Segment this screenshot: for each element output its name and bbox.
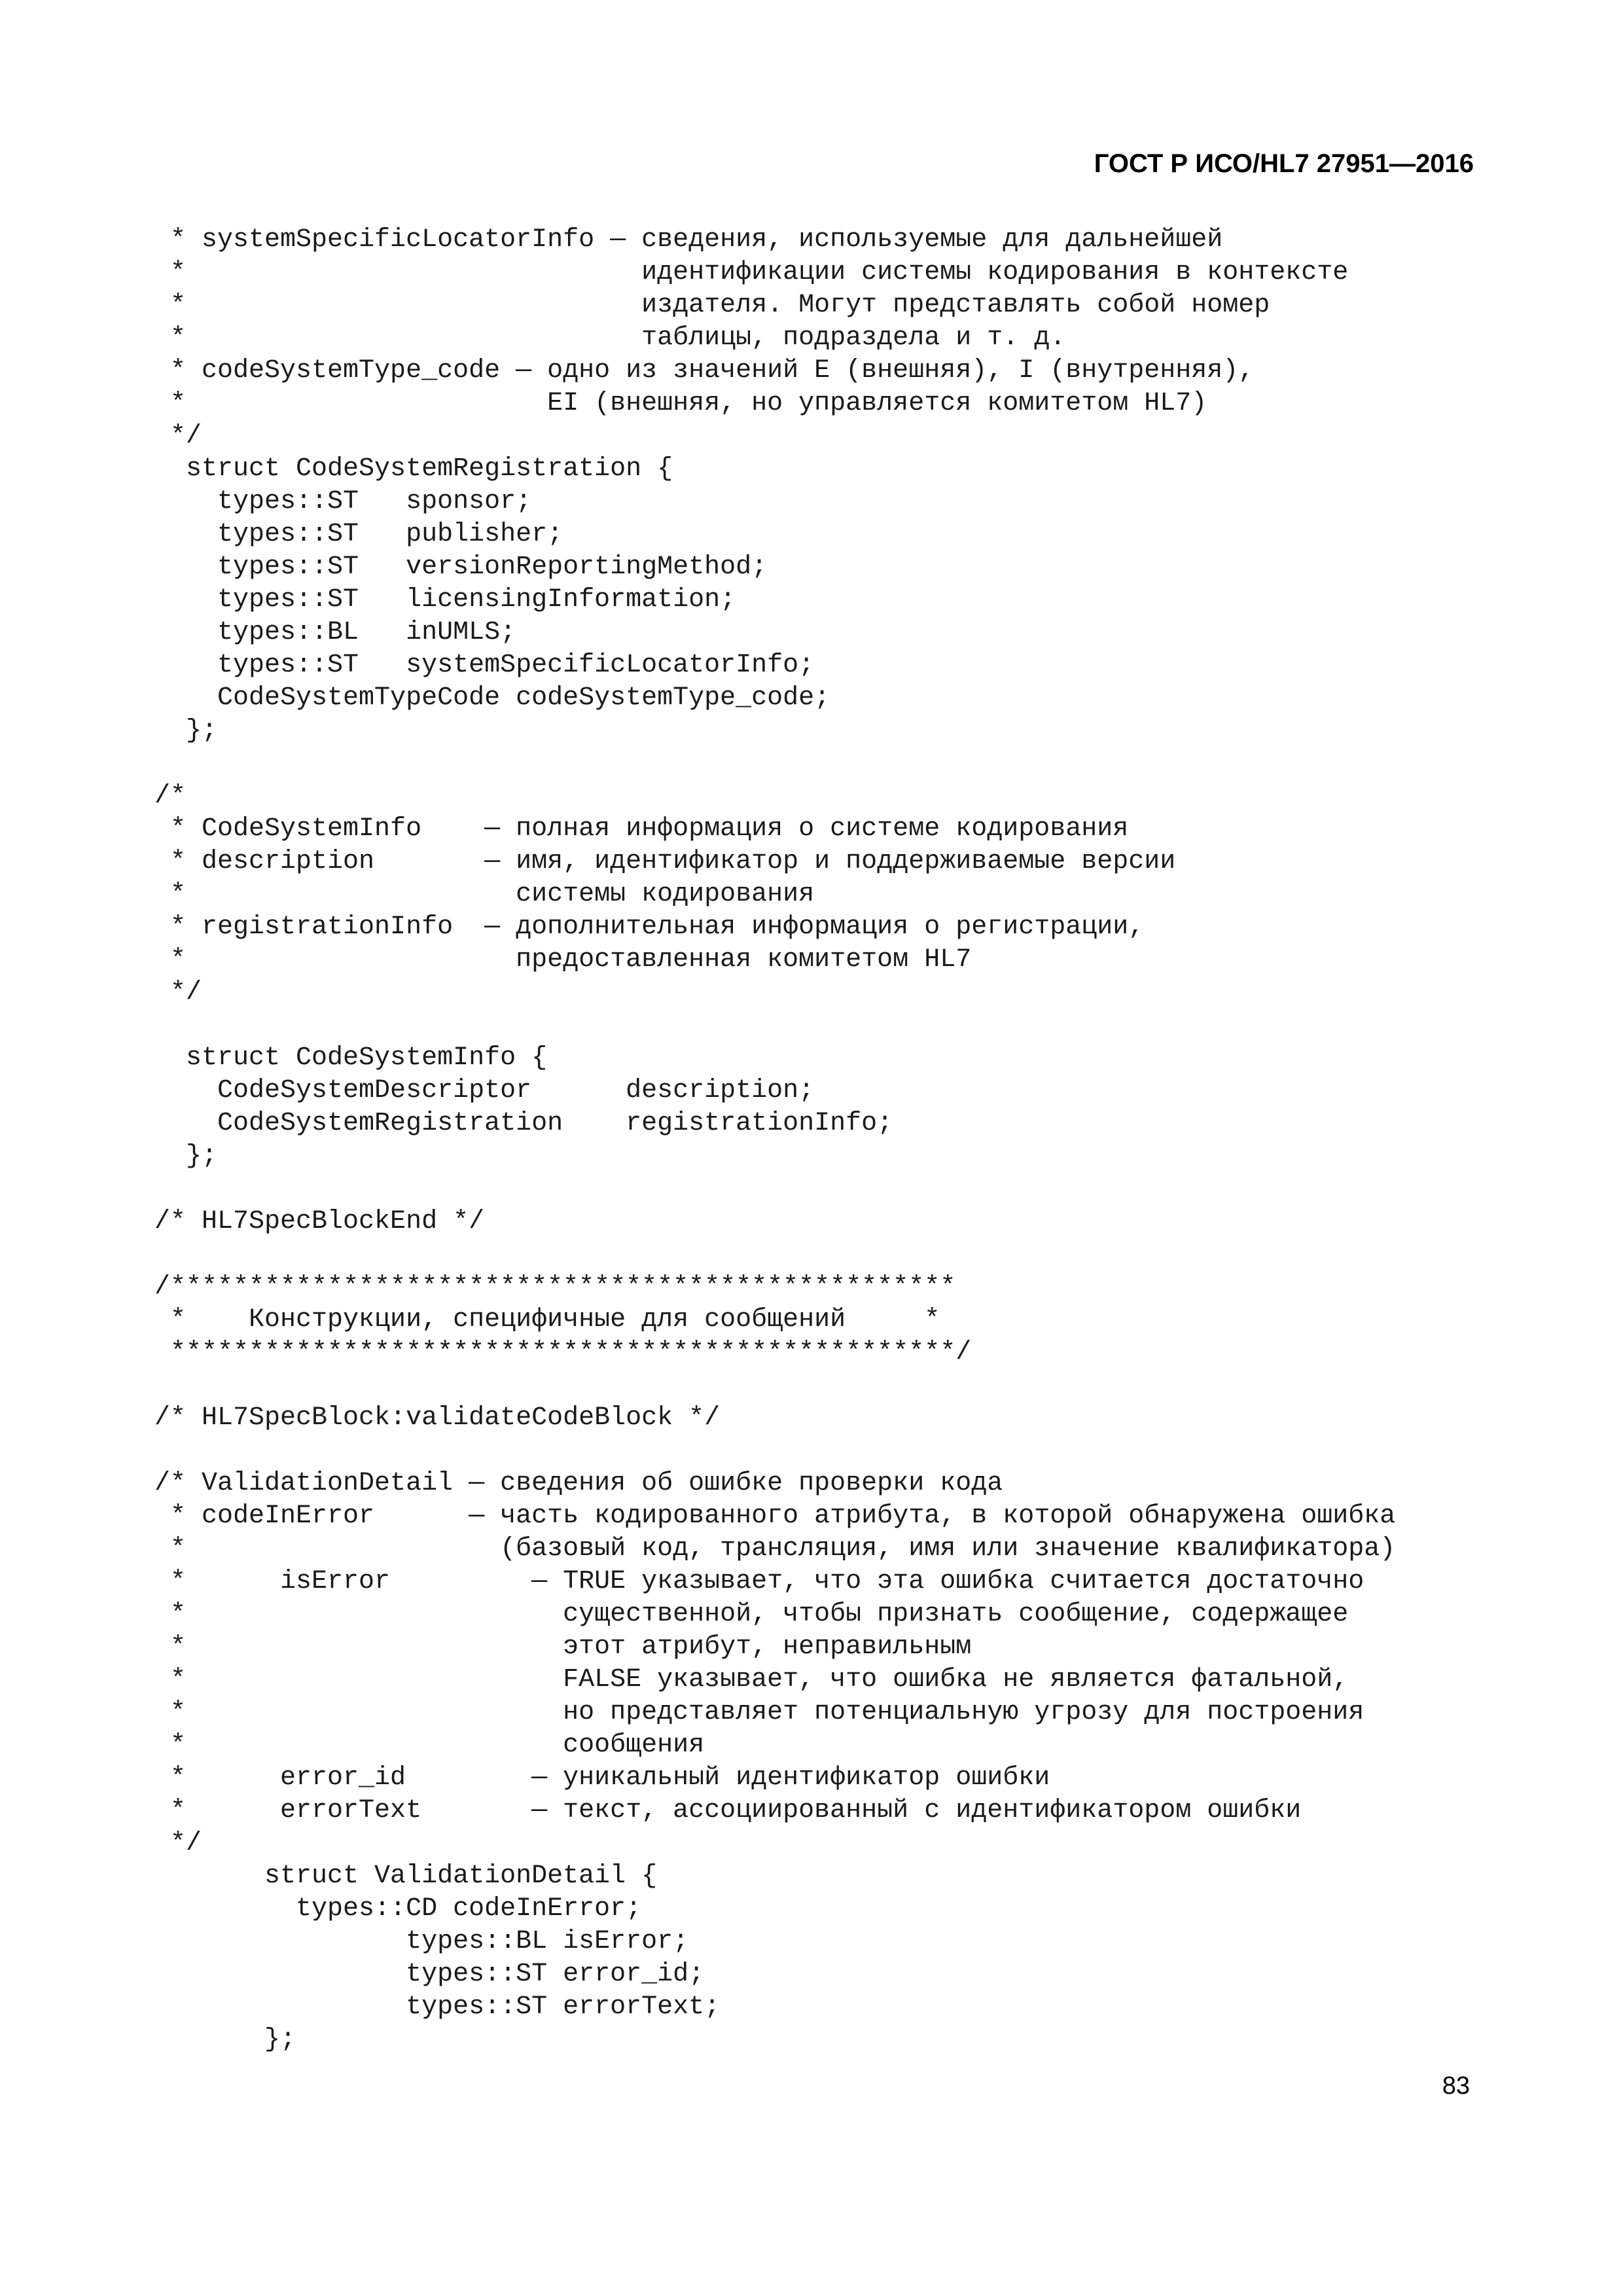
code-line: * systemSpecificLocatorInfo — сведения, используемые для дальнейшей xyxy=(154,225,1223,255)
code-line: * системы кодирования xyxy=(154,880,815,909)
code-line: }; xyxy=(154,716,218,745)
code-line: * errorText — текст, ассоциированный с идентификатором ошибки xyxy=(154,1796,1302,1825)
code-line: * (базовый код, трансляция, имя или значение квалификатора) xyxy=(154,1534,1396,1564)
code-line: * registrationInfo — дополнительная информация о регистрации, xyxy=(154,912,1145,942)
code-line: */ xyxy=(154,1829,202,1858)
code-line: /* xyxy=(154,781,187,811)
code-line: * издателя. Могут представлять собой номер xyxy=(154,291,1270,320)
code-line: * существенной, чтобы признать сообщение, содержащее xyxy=(154,1600,1349,1629)
code-line: types::BL isError; xyxy=(154,1927,689,1956)
code-line: * идентификации системы кодирования в контексте xyxy=(154,258,1349,287)
code-line: types::BL inUMLS; xyxy=(154,618,516,647)
code-line: * но представляет потенциальную угрозу для построения xyxy=(154,1698,1364,1727)
code-line: types::ST errorText; xyxy=(154,1992,721,2022)
code-line: * предоставленная комитетом HL7 xyxy=(154,945,972,975)
code-line: types::ST versionReportingMethod; xyxy=(154,552,768,582)
code-line: * EI (внешняя, но управляется комитетом HL7) xyxy=(154,389,1207,418)
code-line: /* HL7SpecBlock:validateCodeBlock */ xyxy=(154,1403,721,1433)
code-line: * description — имя, идентификатор и поддерживаемые версии xyxy=(154,847,1176,876)
code-line: **************************************************/ xyxy=(154,1338,972,1367)
code-line: struct CodeSystemRegistration { xyxy=(154,454,673,484)
code-line: CodeSystemDescriptor description; xyxy=(154,1076,815,1105)
code-line: /* ValidationDetail — сведения об ошибке проверки кода xyxy=(154,1469,1003,1498)
code-line: types::ST systemSpecificLocatorInfo; xyxy=(154,651,815,680)
page-number: 83 xyxy=(1442,2072,1470,2100)
code-line: * codeSystemType_code — одно из значений E (внешняя), I (внутренняя), xyxy=(154,356,1255,386)
code-line: * сообщения xyxy=(154,1731,705,1760)
code-line: */ xyxy=(154,978,202,1007)
code-line: types::ST licensingInformation; xyxy=(154,585,736,615)
code-line: * этот атрибут, неправильным xyxy=(154,1632,972,1662)
code-line: * таблицы, подраздела и т. д. xyxy=(154,323,1066,353)
code-line: */ xyxy=(154,422,202,451)
code-line: types::ST error_id; xyxy=(154,1960,705,1989)
code-line: types::ST publisher; xyxy=(154,520,563,549)
code-line: CodeSystemTypeCode codeSystemType_code; xyxy=(154,683,830,713)
standard-header: ГОСТ Р ИСО/HL7 27951—2016 xyxy=(1094,149,1474,178)
code-line: * CodeSystemInfo — полная информация о системе кодирования xyxy=(154,814,1129,844)
code-line: * isError — TRUE указывает, что эта ошибка считается достаточно xyxy=(154,1567,1364,1596)
code-line: }; xyxy=(154,1141,218,1171)
code-line: struct CodeSystemInfo { xyxy=(154,1043,548,1073)
code-line: * error_id — уникальный идентификатор ошибки xyxy=(154,1763,1050,1793)
code-line: /* HL7SpecBlockEnd */ xyxy=(154,1207,485,1236)
code-line: }; xyxy=(154,2025,296,2054)
code-line: CodeSystemRegistration registrationInfo; xyxy=(154,1109,893,1138)
code-line: * codeInError — часть кодированного атрибута, в которой обнаружена ошибка xyxy=(154,1501,1396,1531)
code-line: types::CD codeInError; xyxy=(154,1894,642,1924)
code-line: /************************************************** xyxy=(154,1272,956,1302)
code-line: types::ST sponsor; xyxy=(154,487,532,516)
code-line: * Конструкции, специфичные для сообщений * xyxy=(154,1305,940,1335)
code-line: * FALSE указывает, что ошибка не является фатальной, xyxy=(154,1665,1349,1695)
code-line: struct ValidationDetail { xyxy=(154,1861,658,1891)
